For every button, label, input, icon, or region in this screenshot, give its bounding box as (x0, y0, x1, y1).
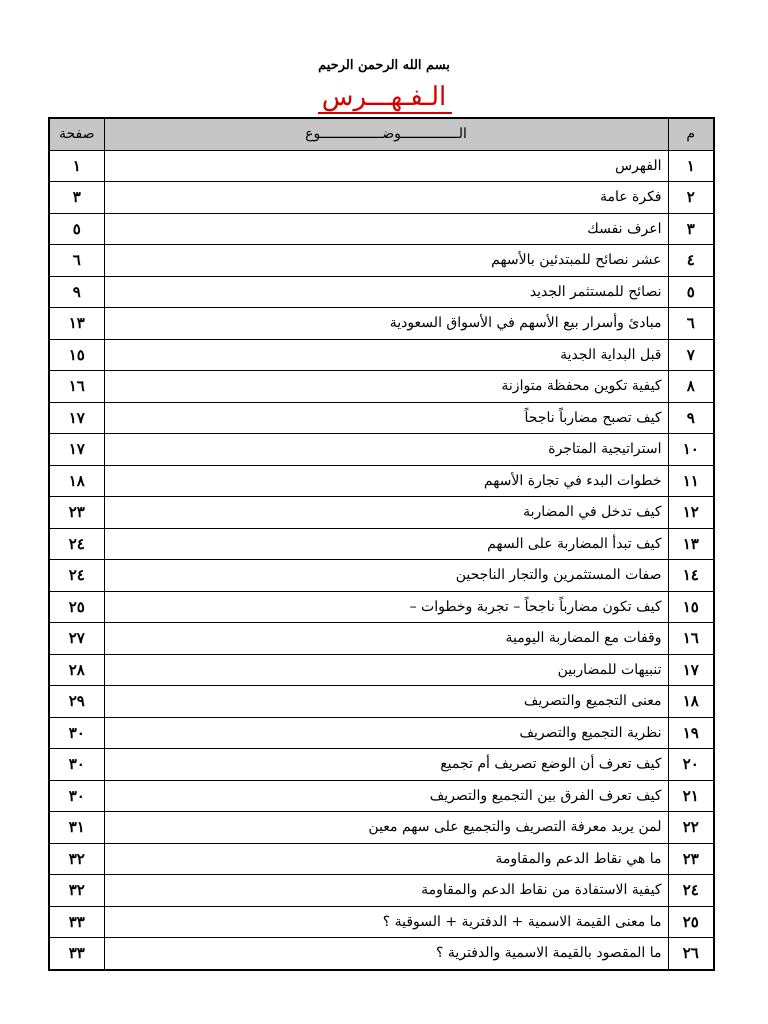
row-topic: نظرية التجميع والتصريف (104, 717, 668, 749)
row-page-number: ٩ (49, 276, 104, 308)
row-page-number: ٣ (49, 182, 104, 214)
table-row (49, 245, 714, 277)
row-topic: كيفية تكوين محفظة متوازنة (104, 371, 668, 403)
row-topic: كيف تبدأ المضاربة على السهم (104, 528, 668, 560)
row-number: ١٤ (668, 560, 714, 592)
table-row (49, 686, 714, 718)
row-topic: قبل البداية الجدية (104, 339, 668, 371)
row-number: ٨ (668, 371, 714, 403)
row-page-number: ٢٧ (49, 623, 104, 655)
table-row (49, 182, 714, 214)
row-topic: معنى التجميع والتصريف (104, 686, 668, 718)
row-topic: الفهرس (104, 150, 668, 182)
row-page-number: ٣٢ (49, 875, 104, 907)
row-number: ٥ (668, 276, 714, 308)
row-number: ٢٦ (668, 938, 714, 970)
row-page-number: ٢٣ (49, 497, 104, 529)
row-number: ٢١ (668, 780, 714, 812)
row-topic: مبادئ وأسرار بيع الأسهم في الأسواق السعودية (104, 308, 668, 340)
table-row (49, 875, 714, 907)
row-page-number: ١ (49, 150, 104, 182)
row-topic: ما هي نقاط الدعم والمقاومة (104, 843, 668, 875)
table-row (49, 717, 714, 749)
row-topic: كيف تعرف أن الوضع تصريف أم تجميع (104, 749, 668, 781)
row-page-number: ١٦ (49, 371, 104, 403)
row-page-number: ٦ (49, 245, 104, 277)
row-topic: وقفات مع المضاربة اليومية (104, 623, 668, 655)
title-underline (318, 112, 452, 114)
row-page-number: ١٧ (49, 402, 104, 434)
table-row (49, 906, 714, 938)
row-number: ٢٥ (668, 906, 714, 938)
column-header-number: م (668, 118, 714, 150)
row-topic: استراتيجية المتاجرة (104, 434, 668, 466)
row-topic: ما معنى القيمة الاسمية + الدفترية + السوقية ؟ (104, 906, 668, 938)
row-topic: كيف تصبح مضارباً ناجحاً (104, 402, 668, 434)
row-page-number: ٢٩ (49, 686, 104, 718)
row-number: ٧ (668, 339, 714, 371)
row-number: ٤ (668, 245, 714, 277)
row-page-number: ٣١ (49, 812, 104, 844)
row-number: ١٧ (668, 654, 714, 686)
table-row (49, 591, 714, 623)
row-number: ٢ (668, 182, 714, 214)
table-row (49, 465, 714, 497)
row-number: ١٩ (668, 717, 714, 749)
table-row (49, 402, 714, 434)
row-page-number: ١٧ (49, 434, 104, 466)
row-page-number: ٥ (49, 213, 104, 245)
table-row (49, 812, 714, 844)
table-of-contents (48, 117, 715, 971)
table-header-row (49, 118, 714, 150)
row-number: ٦ (668, 308, 714, 340)
table-row (49, 938, 714, 970)
table-body (49, 150, 714, 970)
row-page-number: ٣٠ (49, 749, 104, 781)
table-row (49, 339, 714, 371)
row-topic: لمن يريد معرفة التصريف والتجميع على سهم معين (104, 812, 668, 844)
row-topic: فكرة عامة (104, 182, 668, 214)
table-row (49, 749, 714, 781)
row-number: ٢٢ (668, 812, 714, 844)
row-topic: عشر نصائح للمبتدئين بالأسهم (104, 245, 668, 277)
row-topic: صفات المستثمرين والتجار الناجحين (104, 560, 668, 592)
page-title: الـفـهـــرس (321, 82, 447, 112)
row-number: ١٥ (668, 591, 714, 623)
table-row (49, 308, 714, 340)
row-page-number: ٣٣ (49, 906, 104, 938)
row-number: ٣ (668, 213, 714, 245)
row-page-number: ٢٥ (49, 591, 104, 623)
row-page-number: ١٥ (49, 339, 104, 371)
basmala-heading: بسم الله الرحمن الرحيم (318, 58, 450, 73)
row-number: ١٣ (668, 528, 714, 560)
row-number: ١٢ (668, 497, 714, 529)
table-row (49, 780, 714, 812)
row-number: ٢٣ (668, 843, 714, 875)
table-row (49, 150, 714, 182)
table-row (49, 843, 714, 875)
row-page-number: ٢٤ (49, 560, 104, 592)
row-number: ٢٠ (668, 749, 714, 781)
row-page-number: ١٨ (49, 465, 104, 497)
column-header-topic: الــــــــــــــوضـــــــــــــــوع (104, 118, 668, 150)
row-number: ١٠ (668, 434, 714, 466)
row-topic: ما المقصود بالقيمة الاسمية والدفترية ؟ (104, 938, 668, 970)
row-topic: نصائح للمستثمر الجديد (104, 276, 668, 308)
table-row (49, 497, 714, 529)
row-topic: كيف تدخل في المضاربة (104, 497, 668, 529)
table-row (49, 528, 714, 560)
row-topic: كيفية الاستفادة من نقاط الدعم والمقاومة (104, 875, 668, 907)
row-number: ٩ (668, 402, 714, 434)
row-page-number: ٢٤ (49, 528, 104, 560)
row-page-number: ٣٣ (49, 938, 104, 970)
row-number: ٢٤ (668, 875, 714, 907)
table-row (49, 276, 714, 308)
table-row (49, 654, 714, 686)
row-page-number: ١٣ (49, 308, 104, 340)
table-row (49, 371, 714, 403)
row-topic: كيف تعرف الفرق بين التجميع والتصريف (104, 780, 668, 812)
table-row (49, 434, 714, 466)
row-page-number: ٢٨ (49, 654, 104, 686)
row-topic: خطوات البدء في تجارة الأسهم (104, 465, 668, 497)
table-row (49, 560, 714, 592)
table-row (49, 623, 714, 655)
row-number: ١١ (668, 465, 714, 497)
table-row (49, 213, 714, 245)
row-topic: اعرف نفسك (104, 213, 668, 245)
row-number: ١٨ (668, 686, 714, 718)
row-page-number: ٣٠ (49, 780, 104, 812)
row-page-number: ٣٠ (49, 717, 104, 749)
row-number: ١ (668, 150, 714, 182)
column-header-page: صفحة (49, 118, 104, 150)
row-topic: تنبيهات للمضاربين (104, 654, 668, 686)
row-topic: كيف تكون مضارباً ناجحاً – تجربة وخطوات – (104, 591, 668, 623)
row-page-number: ٣٢ (49, 843, 104, 875)
row-number: ١٦ (668, 623, 714, 655)
